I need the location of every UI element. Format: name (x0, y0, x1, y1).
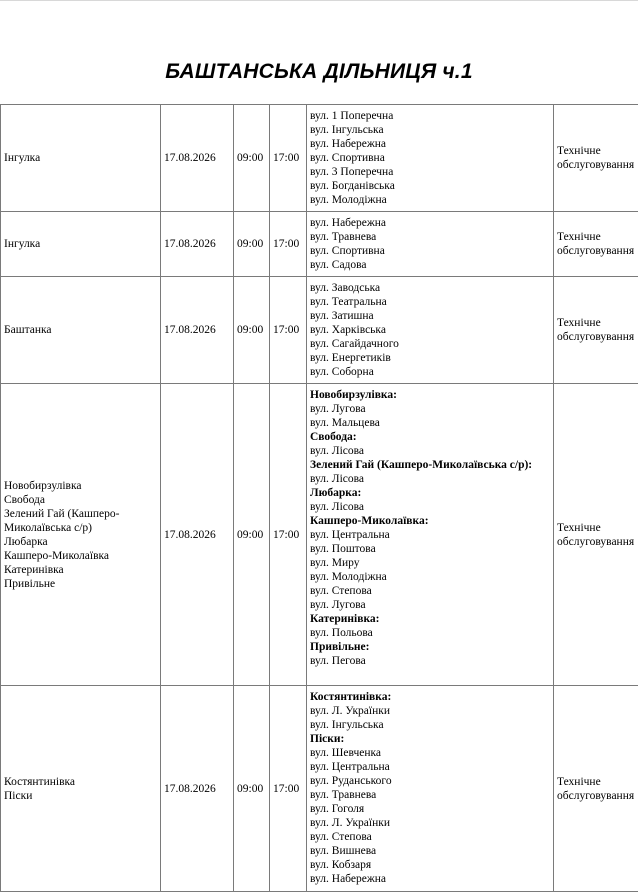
settlements-cell (1, 384, 161, 686)
street-line: вул. Енергетиків (310, 351, 550, 365)
table-row (1, 384, 638, 686)
street-line: вул. Травнева (310, 230, 550, 244)
settlements-cell (1, 686, 161, 892)
street-line: вул. Інгульська (310, 718, 550, 732)
status-cell (554, 686, 638, 892)
streets-cell (307, 105, 554, 212)
street-line: вул. Шевченка (310, 746, 550, 760)
village-heading: Свобода: (310, 430, 550, 444)
streets-cell (307, 686, 554, 892)
settlement-name: Інгулка (4, 237, 157, 251)
settlement-name: Любарка (4, 535, 157, 549)
date-cell: 17.08.2026 (161, 686, 234, 892)
street-line: вул. Інгульська (310, 123, 550, 137)
start-time-cell: 09:00 (234, 384, 270, 686)
street-line: вул. Лугова (310, 598, 550, 612)
village-heading: Любарка: (310, 486, 550, 500)
street-line: вул. Поштова (310, 542, 550, 556)
street-line: вул. Миру (310, 556, 550, 570)
top-divider (0, 0, 638, 1)
village-heading: Катеринівка: (310, 612, 550, 626)
table-row (1, 686, 638, 892)
street-line: вул. Молодіжна (310, 193, 550, 207)
street-line: вул. Л. Українки (310, 816, 550, 830)
status-cell (554, 384, 638, 686)
street-line: вул. Театральна (310, 295, 550, 309)
settlement-name: Привільне (4, 577, 157, 591)
street-line: вул. Л. Українки (310, 704, 550, 718)
street-line: вул. Центральна (310, 528, 550, 542)
start-time-cell: 09:00 (234, 686, 270, 892)
settlement-name: Баштанка (4, 323, 157, 337)
settlement-name: Кашперо-Миколаївка (4, 549, 157, 563)
status-line: Технічне (557, 316, 638, 330)
street-line: вул. Степова (310, 584, 550, 598)
settlement-name: Новобирзулівка (4, 479, 157, 493)
status-cell (554, 105, 638, 212)
date-cell: 17.08.2026 (161, 384, 234, 686)
street-line: вул. Лісова (310, 472, 550, 486)
start-time-cell: 09:00 (234, 105, 270, 212)
status-line: Технічне (557, 775, 638, 789)
street-line: вул. Мальцева (310, 416, 550, 430)
village-heading: Зелений Гай (Кашперо-Миколаївська с/р): (310, 458, 550, 472)
street-line: вул. Лугова (310, 402, 550, 416)
street-line: вул. Травнева (310, 788, 550, 802)
status-line: обслуговування (557, 158, 638, 172)
street-line: вул. Степова (310, 830, 550, 844)
village-heading: Піски: (310, 732, 550, 746)
street-line: вул. 3 Поперечна (310, 165, 550, 179)
status-line: обслуговування (557, 535, 638, 549)
street-line: вул. Руданського (310, 774, 550, 788)
street-line: вул. Гоголя (310, 802, 550, 816)
street-line: вул. Центральна (310, 760, 550, 774)
status-line: обслуговування (557, 330, 638, 344)
settlement-name: Зелений Гай (Кашперо- (4, 507, 157, 521)
end-time-cell: 17:00 (270, 212, 307, 277)
street-line: вул. Набережна (310, 137, 550, 151)
settlement-name: Інгулка (4, 151, 157, 165)
village-heading: Кашперо-Миколаївка: (310, 514, 550, 528)
street-line: вул. Вишнева (310, 844, 550, 858)
date-cell: 17.08.2026 (161, 105, 234, 212)
street-line: вул. Заводська (310, 281, 550, 295)
street-line: вул. Лісова (310, 444, 550, 458)
settlement-name: Піски (4, 789, 157, 803)
street-line: вул. Спортивна (310, 244, 550, 258)
status-cell (554, 212, 638, 277)
village-heading: Новобирзулівка: (310, 388, 550, 402)
table-row (1, 212, 638, 277)
street-line: вул. Пегова (310, 654, 550, 668)
page-title: БАШТАНСЬКА ДІЛЬНИЦЯ ч.1 (0, 60, 638, 84)
table-row (1, 105, 638, 212)
settlements-cell (1, 277, 161, 384)
status-line: обслуговування (557, 789, 638, 803)
outage-schedule-table (0, 104, 638, 892)
street-line: вул. Польова (310, 626, 550, 640)
street-line: вул. 1 Поперечна (310, 109, 550, 123)
end-time-cell: 17:00 (270, 277, 307, 384)
date-cell: 17.08.2026 (161, 277, 234, 384)
table-row (1, 277, 638, 384)
street-line: вул. Лісова (310, 500, 550, 514)
street-line: вул. Харківська (310, 323, 550, 337)
street-line: вул. Молодіжна (310, 570, 550, 584)
end-time-cell: 17:00 (270, 384, 307, 686)
streets-cell (307, 212, 554, 277)
street-line: вул. Затишна (310, 309, 550, 323)
street-line: вул. Спортивна (310, 151, 550, 165)
streets-cell (307, 277, 554, 384)
streets-cell (307, 384, 554, 686)
village-heading: Привільне: (310, 640, 550, 654)
settlements-cell (1, 212, 161, 277)
street-line: вул. Набережна (310, 216, 550, 230)
settlement-name: Катеринівка (4, 563, 157, 577)
end-time-cell: 17:00 (270, 105, 307, 212)
settlements-cell (1, 105, 161, 212)
village-heading: Костянтинівка: (310, 690, 550, 704)
date-cell: 17.08.2026 (161, 212, 234, 277)
settlement-name: Миколаївська с/р) (4, 521, 157, 535)
status-line: Технічне (557, 230, 638, 244)
end-time-cell: 17:00 (270, 686, 307, 892)
status-line: Технічне (557, 521, 638, 535)
settlement-name: Свобода (4, 493, 157, 507)
street-line: вул. Богданівська (310, 179, 550, 193)
street-line: вул. Сагайдачного (310, 337, 550, 351)
status-cell (554, 277, 638, 384)
start-time-cell: 09:00 (234, 277, 270, 384)
street-line: вул. Набережна (310, 872, 550, 886)
street-line: вул. Садова (310, 258, 550, 272)
status-line: Технічне (557, 144, 638, 158)
street-line: вул. Кобзаря (310, 858, 550, 872)
start-time-cell: 09:00 (234, 212, 270, 277)
status-line: обслуговування (557, 244, 638, 258)
street-line: вул. Соборна (310, 365, 550, 379)
settlement-name: Костянтинівка (4, 775, 157, 789)
